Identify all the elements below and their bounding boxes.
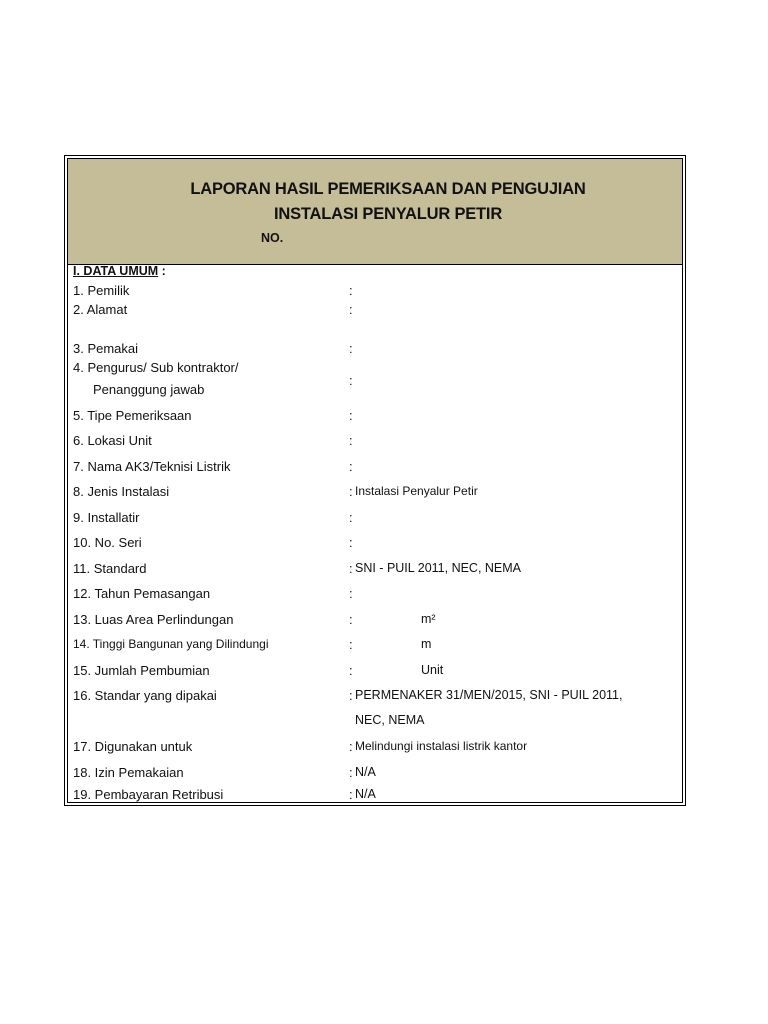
- row-colon: :: [349, 373, 353, 388]
- row-colon: :: [349, 637, 353, 652]
- row-colon: :: [349, 433, 353, 448]
- row-colon: :: [349, 510, 353, 525]
- row-value[interactable]: SNI - PUIL 2011, NEC, NEMA: [355, 561, 522, 575]
- row-label: 19. Pembayaran Retribusi: [73, 787, 224, 802]
- section-heading: [73, 264, 166, 278]
- row-label: 11. Standard: [73, 561, 147, 576]
- report-form: [64, 155, 686, 806]
- row-colon: :: [349, 612, 353, 627]
- row-value-continued: NEC, NEMA: [355, 713, 425, 727]
- row-value[interactable]: PERMENAKER 31/MEN/2015, SNI - PUIL 2011,: [355, 688, 623, 702]
- section-heading-text: I. DATA UMUM: [73, 264, 159, 278]
- row-label: 16. Standar yang dipakai: [73, 688, 217, 703]
- section-heading-colon: :: [158, 264, 166, 278]
- row-label: 5. Tipe Pemeriksaan: [73, 408, 192, 423]
- row-value[interactable]: N/A: [355, 787, 376, 801]
- row-colon: :: [349, 586, 353, 601]
- row-colon: :: [349, 765, 353, 780]
- report-title-line2: INSTALASI PENYALUR PETIR: [273, 205, 503, 223]
- report-number-label: NO.: [261, 231, 284, 245]
- row-unit: m²: [421, 612, 436, 626]
- row-value[interactable]: Instalasi Penyalur Petir: [355, 484, 478, 498]
- row-colon: :: [349, 459, 353, 474]
- row-label: 2. Alamat: [73, 302, 128, 317]
- row-colon: :: [349, 283, 353, 298]
- row-label: 10. No. Seri: [73, 535, 142, 550]
- report-header: [68, 159, 682, 265]
- row-label: 1. Pemilik: [73, 283, 130, 298]
- row-value[interactable]: N/A: [355, 765, 376, 779]
- row-colon: :: [349, 341, 353, 356]
- row-colon: :: [349, 408, 353, 423]
- row-colon: :: [349, 787, 353, 802]
- row-value[interactable]: Melindungi instalasi listrik kantor: [355, 739, 528, 753]
- row-label: 13. Luas Area Perlindungan: [73, 612, 234, 627]
- report-title-line1: LAPORAN HASIL PEMERIKSAAN DAN PENGUJIAN: [190, 180, 586, 198]
- row-label: 6. Lokasi Unit: [73, 433, 152, 448]
- row-unit: Unit: [421, 663, 444, 677]
- row-label: 4. Pengurus/ Sub kontraktor/: [73, 360, 239, 375]
- row-colon: :: [349, 688, 353, 703]
- row-colon: :: [349, 535, 353, 550]
- row-label: 14. Tinggi Bangunan yang Dilindungi: [73, 637, 269, 651]
- row-label: 7. Nama AK3/Teknisi Listrik: [73, 459, 231, 474]
- row-label: 3. Pemakai: [73, 341, 139, 356]
- row-colon: :: [349, 484, 353, 499]
- row-label: 9. Installatir: [73, 510, 140, 525]
- row-colon: :: [349, 739, 353, 754]
- row-label-continued: Penanggung jawab: [93, 382, 205, 397]
- row-colon: :: [349, 663, 353, 678]
- row-label: 15. Jumlah Pembumian: [73, 663, 210, 678]
- row-unit: m: [421, 637, 432, 651]
- row-label: 12. Tahun Pemasangan: [73, 586, 211, 601]
- row-label: 18. Izin Pemakaian: [73, 765, 184, 780]
- row-label: 8. Jenis Instalasi: [73, 484, 170, 499]
- row-colon: :: [349, 561, 353, 576]
- row-label: 17. Digunakan untuk: [73, 739, 193, 754]
- row-colon: :: [349, 302, 353, 317]
